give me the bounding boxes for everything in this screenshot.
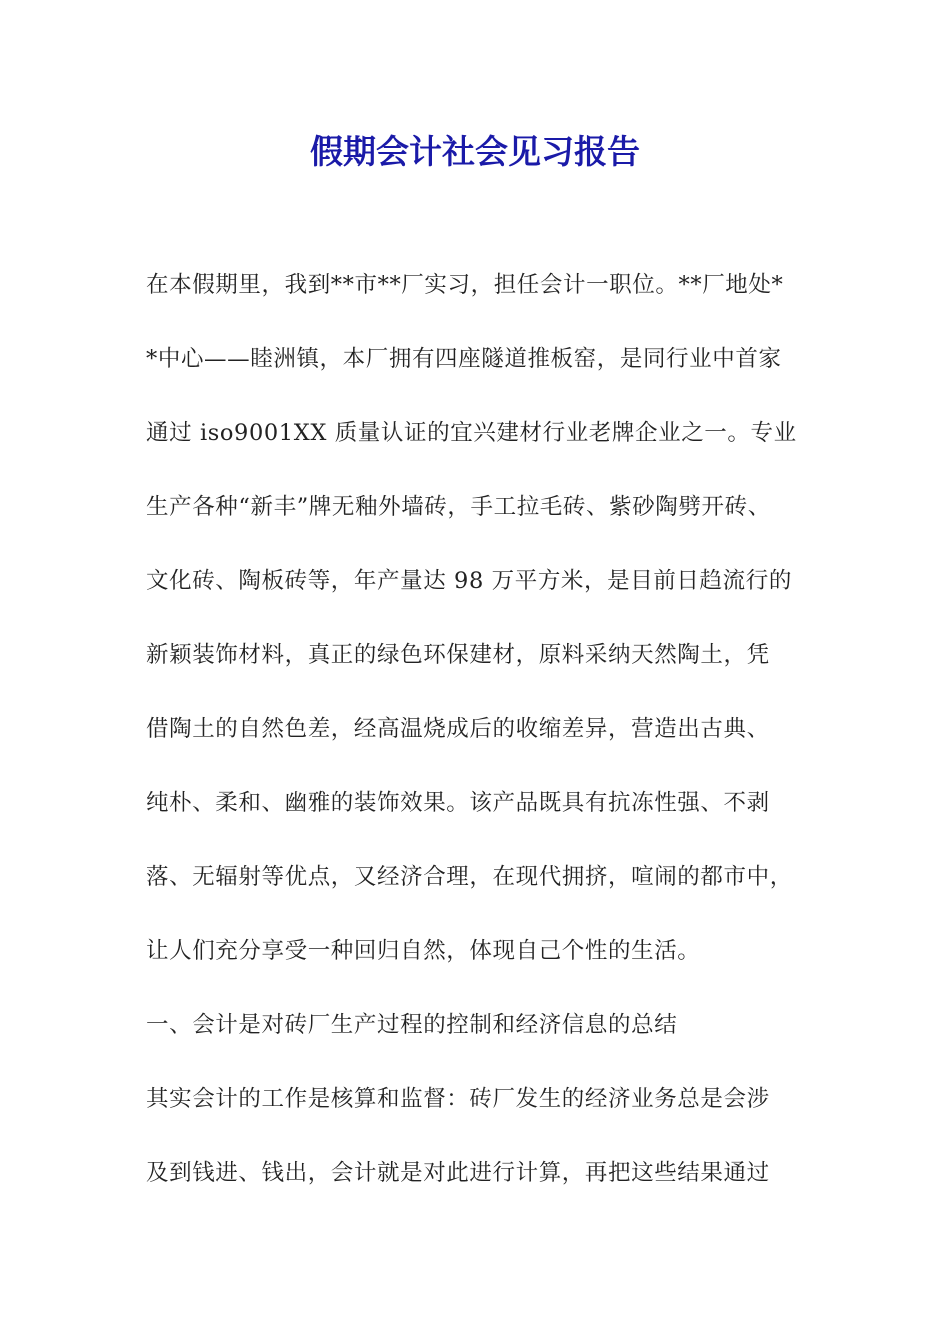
body-line: 在本假期里，我到**市**厂实习，担任会计一职位。**厂地处* — [146, 272, 784, 298]
body-line: 落、无辐射等优点，又经济合理，在现代拥挤，喧闹的都市中， — [146, 864, 793, 890]
body-line: 纯朴、柔和、幽雅的装饰效果。该产品既具有抗冻性强、不剥 — [146, 790, 770, 816]
document-body — [146, 248, 836, 1210]
body-line: 新颖装饰材料，真正的绿色环保建材，原料采纳天然陶土，凭 — [146, 642, 770, 668]
section-heading: 一、会计是对砖厂生产过程的控制和经济信息的总结 — [146, 1012, 678, 1038]
body-line: *中心——睦洲镇，本厂拥有四座隧道推板窑，是同行业中首家 — [146, 346, 782, 372]
body-line: 文化砖、陶板砖等，年产量达 98 万平方米，是目前日趋流行的 — [146, 568, 792, 594]
body-line: 借陶土的自然色差，经高温烧成后的收缩差异，营造出古典、 — [146, 716, 770, 742]
document-title: 假期会计社会见习报告 — [310, 132, 640, 171]
body-line: 生产各种“新丰”牌无釉外墙砖，手工拉毛砖、紫砂陶劈开砖、 — [146, 494, 771, 520]
body-line: 及到钱进、钱出，会计就是对此进行计算，再把这些结果通过 — [146, 1160, 770, 1186]
body-line: 其实会计的工作是核算和监督：砖厂发生的经济业务总是会涉 — [146, 1086, 770, 1112]
body-line: 让人们充分享受一种回归自然，体现自己个性的生活。 — [146, 938, 701, 964]
body-line: 通过 iso9001XX 质量认证的宜兴建材行业老牌企业之一。专业 — [146, 420, 797, 446]
